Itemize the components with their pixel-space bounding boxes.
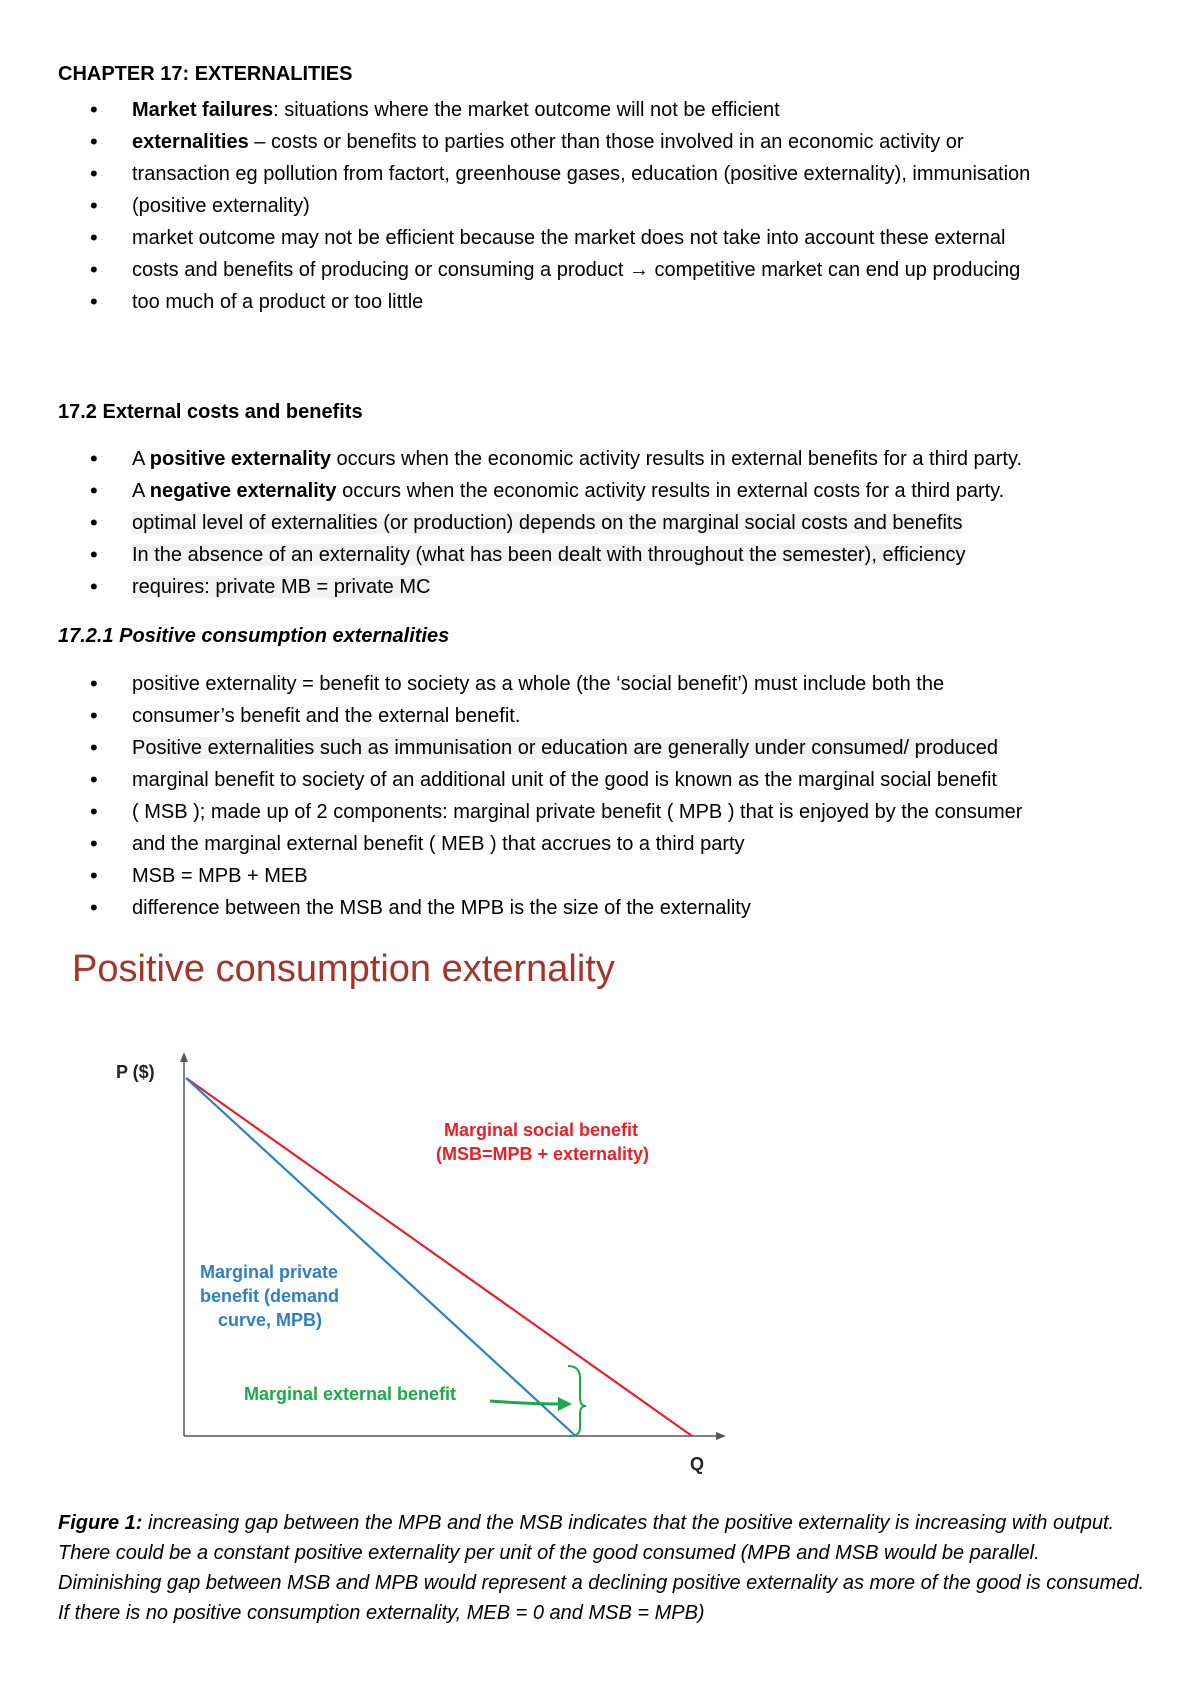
chart-heading: Positive consumption externality [72, 948, 615, 990]
y-axis-arrow [180, 1052, 188, 1062]
text: occurs when the economic activity results in external benefits for a third party. [330, 448, 1023, 470]
text: A [132, 448, 150, 470]
definition-text: transaction eg pollution from factort, greenhouse gases, education (positive externality), immunisation [132, 163, 1031, 185]
text: occurs when the economic activity results in external costs for a third party. [336, 480, 1005, 502]
x-axis-arrow [716, 1432, 726, 1440]
x-axis-label: Q [690, 1454, 705, 1474]
highlighted-text: In the absence of an externality (what has been dealt with throughout the semester), efficiency [132, 544, 966, 566]
definition-text: (positive externality) [132, 195, 310, 217]
definition-text: – costs or benefits to parties other than those involved in an economic activity or [248, 131, 964, 153]
chapter-heading: CHAPTER 17: EXTERNALITIES [58, 63, 353, 85]
text: ( MSB ); made up of 2 components: marginal private benefit ( MPB ) that is enjoyed by the consumer [132, 801, 1023, 823]
meb-arrow [490, 1401, 562, 1404]
definition-text: market outcome may not be efficient because the market does not take into account these external [132, 227, 1006, 249]
text: difference between the MSB and the MPB is the size of the externality [132, 897, 751, 919]
highlighted-text: optimal level of externalities (or production) depends on the marginal social costs and benefits [132, 512, 963, 534]
msb-label-line1: Marginal social benefit [444, 1120, 639, 1140]
term-market-failures: Market failures [132, 99, 274, 121]
y-axis-label: P ($) [116, 1062, 155, 1082]
text: A [132, 480, 150, 502]
caption-text: increasing gap between the MPB and the MSB indicates that the positive externality is increasing with output. There could be a constant positive externality per unit of the good consumed (MPB and MSB would be parallel. Diminishing gap between MSB and MPB would represent a declining positive externality as more of the good is consumed. If there is no positive consumption externality, MEB = 0 and MSB = MPB) [58, 1512, 1145, 1624]
highlighted-text: Positive externalities such as immunisation or education are generally under consumed/ produced [132, 737, 999, 759]
text: and the marginal external benefit ( MEB ) that accrues to a third party [132, 833, 745, 855]
mpb-label-line2: benefit (demand [200, 1286, 340, 1306]
meb-brace [568, 1366, 586, 1436]
mpb-label-line1: Marginal private [200, 1262, 339, 1282]
subsection-title: 17.2.1 Positive consumption externalities [58, 625, 450, 647]
text: marginal benefit to society of an additional unit of the good is known as the marginal social benefit [132, 769, 997, 791]
mpb-label-line3: curve, MPB) [218, 1310, 323, 1330]
formula: MSB = MPB + MEB [132, 865, 308, 887]
term-positive-externality: positive externality [149, 448, 331, 470]
msb-label-line2: (MSB=MPB + externality) [436, 1144, 650, 1164]
meb-label: Marginal external benefit [244, 1384, 457, 1404]
definition-text: : situations where the market outcome will not be efficient [273, 99, 780, 121]
highlighted-text: requires: private MB = private MC [132, 576, 431, 598]
text: positive externality = benefit to society as a whole (the ‘social benefit’) must include both the [132, 673, 945, 695]
text: consumer’s benefit and the external benefit. [132, 705, 521, 727]
meb-arrowhead [558, 1397, 572, 1411]
term-externalities: externalities [132, 131, 249, 153]
definition-text: costs and benefits of producing or consuming a product → competitive market can end up producing [132, 259, 1021, 281]
figure-caption [58, 1508, 1148, 1628]
section-title: 17.2 External costs and benefits [58, 401, 363, 423]
definition-text: too much of a product or too little [132, 291, 424, 313]
term-negative-externality: negative externality [149, 480, 337, 502]
figure-label: Figure 1: [58, 1512, 143, 1534]
